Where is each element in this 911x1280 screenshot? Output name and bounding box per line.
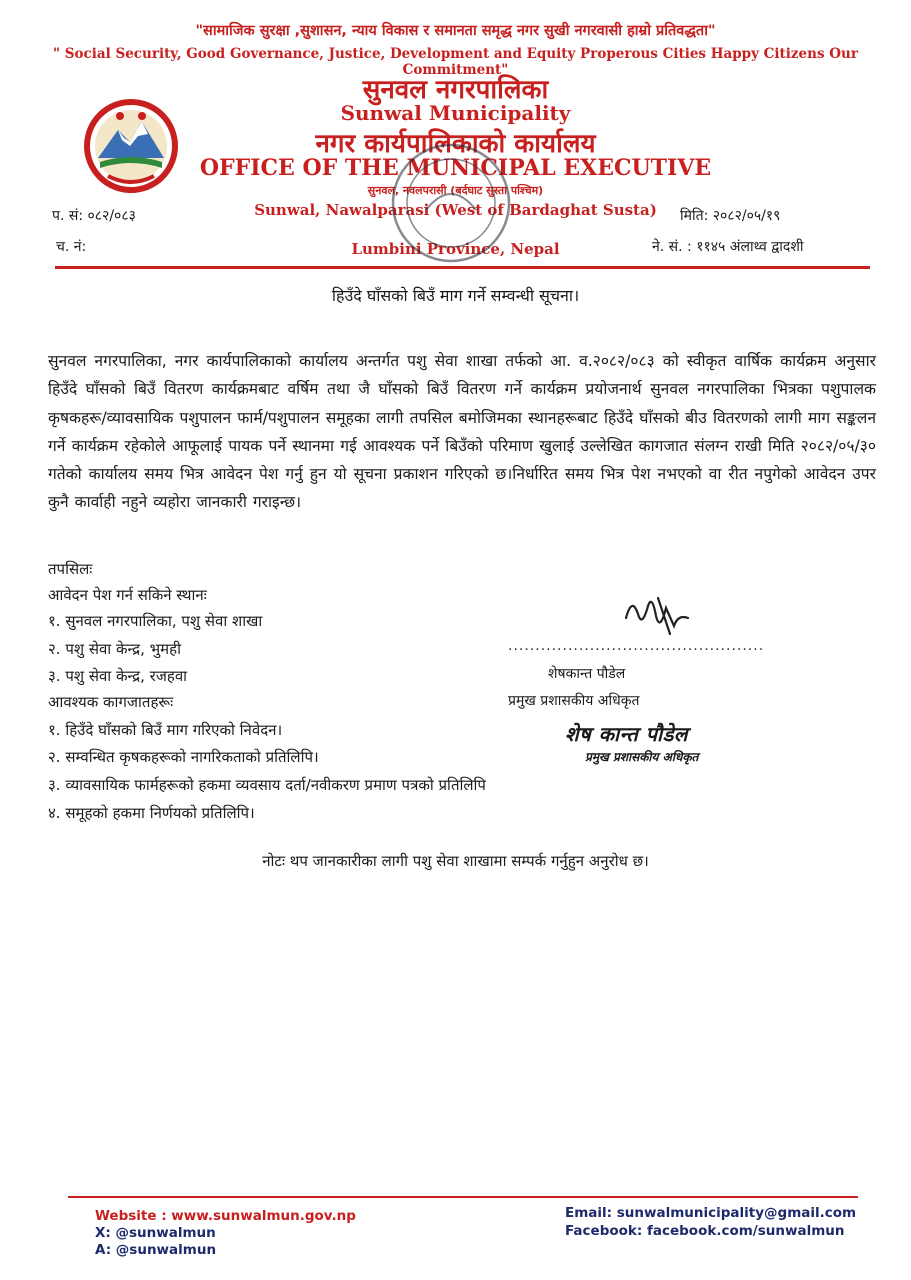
a-handle-link[interactable]: A: @sunwalmun	[95, 1242, 217, 1258]
motto-english: " Social Security, Good Governance, Justice, Development and Equity Properous Cities Happy Citizens Our Commitment"	[53, 46, 858, 78]
title-stamp: प्रमुख प्रशासकीय अधिकृत	[585, 750, 699, 764]
place-item: ३. पशु सेवा केन्द्र, रजहवा	[48, 667, 188, 685]
reference-number: प. सं: ०८२/०८३	[52, 208, 136, 224]
document-item: ३. व्यावसायिक फार्महरूको हकमा व्यवसाय दर्ता/नवीकरण प्रमाण पत्रको प्रतिलिपि	[48, 776, 486, 794]
motto-nepali: "सामाजिक सुरक्षा ,सुशासन, न्याय विकास र समानता समृद्ध नगर सुखी नगरवासी हाम्रो प्रतिवद्धता"	[195, 23, 716, 39]
website-link[interactable]: Website : www.sunwalmun.gov.np	[95, 1208, 356, 1224]
header-divider	[55, 266, 870, 269]
facebook-link[interactable]: Facebook: facebook.com/sunwalmun	[565, 1223, 845, 1239]
municipality-name-nepali: सुनवल नगरपालिका	[362, 75, 549, 105]
handwritten-signature	[618, 588, 698, 638]
signature-line: ...............................................	[508, 638, 765, 654]
places-heading: आवेदन पेश गर्न सकिने स्थानः	[48, 586, 207, 604]
name-stamp: शेष कान्त पौडेल	[565, 722, 688, 746]
address-english: Sunwal, Nawalparasi (West of Bardaghat Susta)	[254, 201, 657, 219]
province-english: Lumbini Province, Nepal	[351, 240, 560, 258]
nepal-samvat-date: ने. सं. : ११४५ अंलाथ्व द्वादशी	[652, 239, 804, 255]
x-handle-link[interactable]: X: @sunwalmun	[95, 1225, 216, 1241]
municipality-name-english: Sunwal Municipality	[340, 101, 571, 125]
signatory-name: शेषकान्त पौडेल	[548, 666, 626, 682]
details-heading: तपसिलः	[48, 560, 93, 578]
signatory-title: प्रमुख प्रशासकीय अधिकृत	[508, 693, 640, 709]
document-item: ४. समूहको हकमा निर्णयको प्रतिलिपि।	[48, 804, 255, 822]
documents-heading: आवश्यक कागजातहरूः	[48, 693, 174, 711]
dispatch-number: च. नं:	[56, 239, 87, 255]
document-item: २. सम्वन्धित कृषकहरूको नागरिकताको प्रतिलिपि।	[48, 748, 319, 766]
notice-note: नोटः थप जानकारीका लागी पशु सेवा शाखामा सम्पर्क गर्नुहुन अनुरोध छ।	[262, 852, 649, 870]
notice-subject: हिउँदे घाँसको बिउँ माग गर्ने सम्वन्धी सूचना।	[331, 286, 580, 305]
email-link[interactable]: Email: sunwalmunicipality@gmail.com	[565, 1205, 857, 1221]
document-item: १. हिउँदे घाँसको बिउँ माग गरिएको निवेदन।	[48, 721, 283, 739]
footer-divider	[68, 1196, 858, 1198]
place-item: २. पशु सेवा केन्द्र, भुमही	[48, 640, 181, 658]
notice-body-paragraph: सुनवल नगरपालिका, नगर कार्यपालिकाको कार्यालय अन्तर्गत पशु सेवा शाखा तर्फको आ. व.२०८२/०८३ को स्वीकृत वार्षिक कार्यक्रम अनुसार हिउँदे घाँसको बिउँ वितरण कार्यक्रमबाट वर्षिम तथा जै घाँसको बिउँ वितरण गर्ने कार्यक्रम प्रयोजनार्थ सुनवल नगरपालिका भित्रका पशुपालक कृषकहरू/व्यावसायिक पशुपालन फार्म/पशुपालन समूहका लागी तपसिल बमोजिमका स्थानहरूबाट हिउँदे घाँसको बीउ वितरणको लागी माग सङ्कलन गर्ने कार्यक्रम रहेकोले आफूलाई पायक पर्ने स्थानमा गई आवश्यक पर्ने बिउँको परिमाण खुलाई उल्लेखित कागजात संलग्न राखी मिति २०८२/०५/३० गतेको कार्यालय समय भित्र आवेदन पेश गर्नु हुन यो सूचना प्रकाशन गरिएको छ।निर्धारित समय भित्र पेश नभएको वा रीत नपुगेको आवेदन उपर कुनै कार्वाही नहुने व्यहोरा जानकारी गराइन्छ।	[48, 352, 876, 512]
address-nepali: सुनवल, नवलपरासी (बर्दघाट सुस्ता पश्चिम)	[367, 184, 544, 197]
issue-date: मिति: २०८२/०५/१९	[680, 208, 781, 224]
office-stamp	[386, 138, 516, 268]
office-name-nepali: नगर कार्यपालिकाको कार्यालय	[315, 129, 596, 159]
office-name-english: OFFICE OF THE MUNICIPAL EXECUTIVE	[199, 155, 712, 181]
place-item: १. सुनवल नगरपालिका, पशु सेवा शाखा	[48, 612, 263, 630]
